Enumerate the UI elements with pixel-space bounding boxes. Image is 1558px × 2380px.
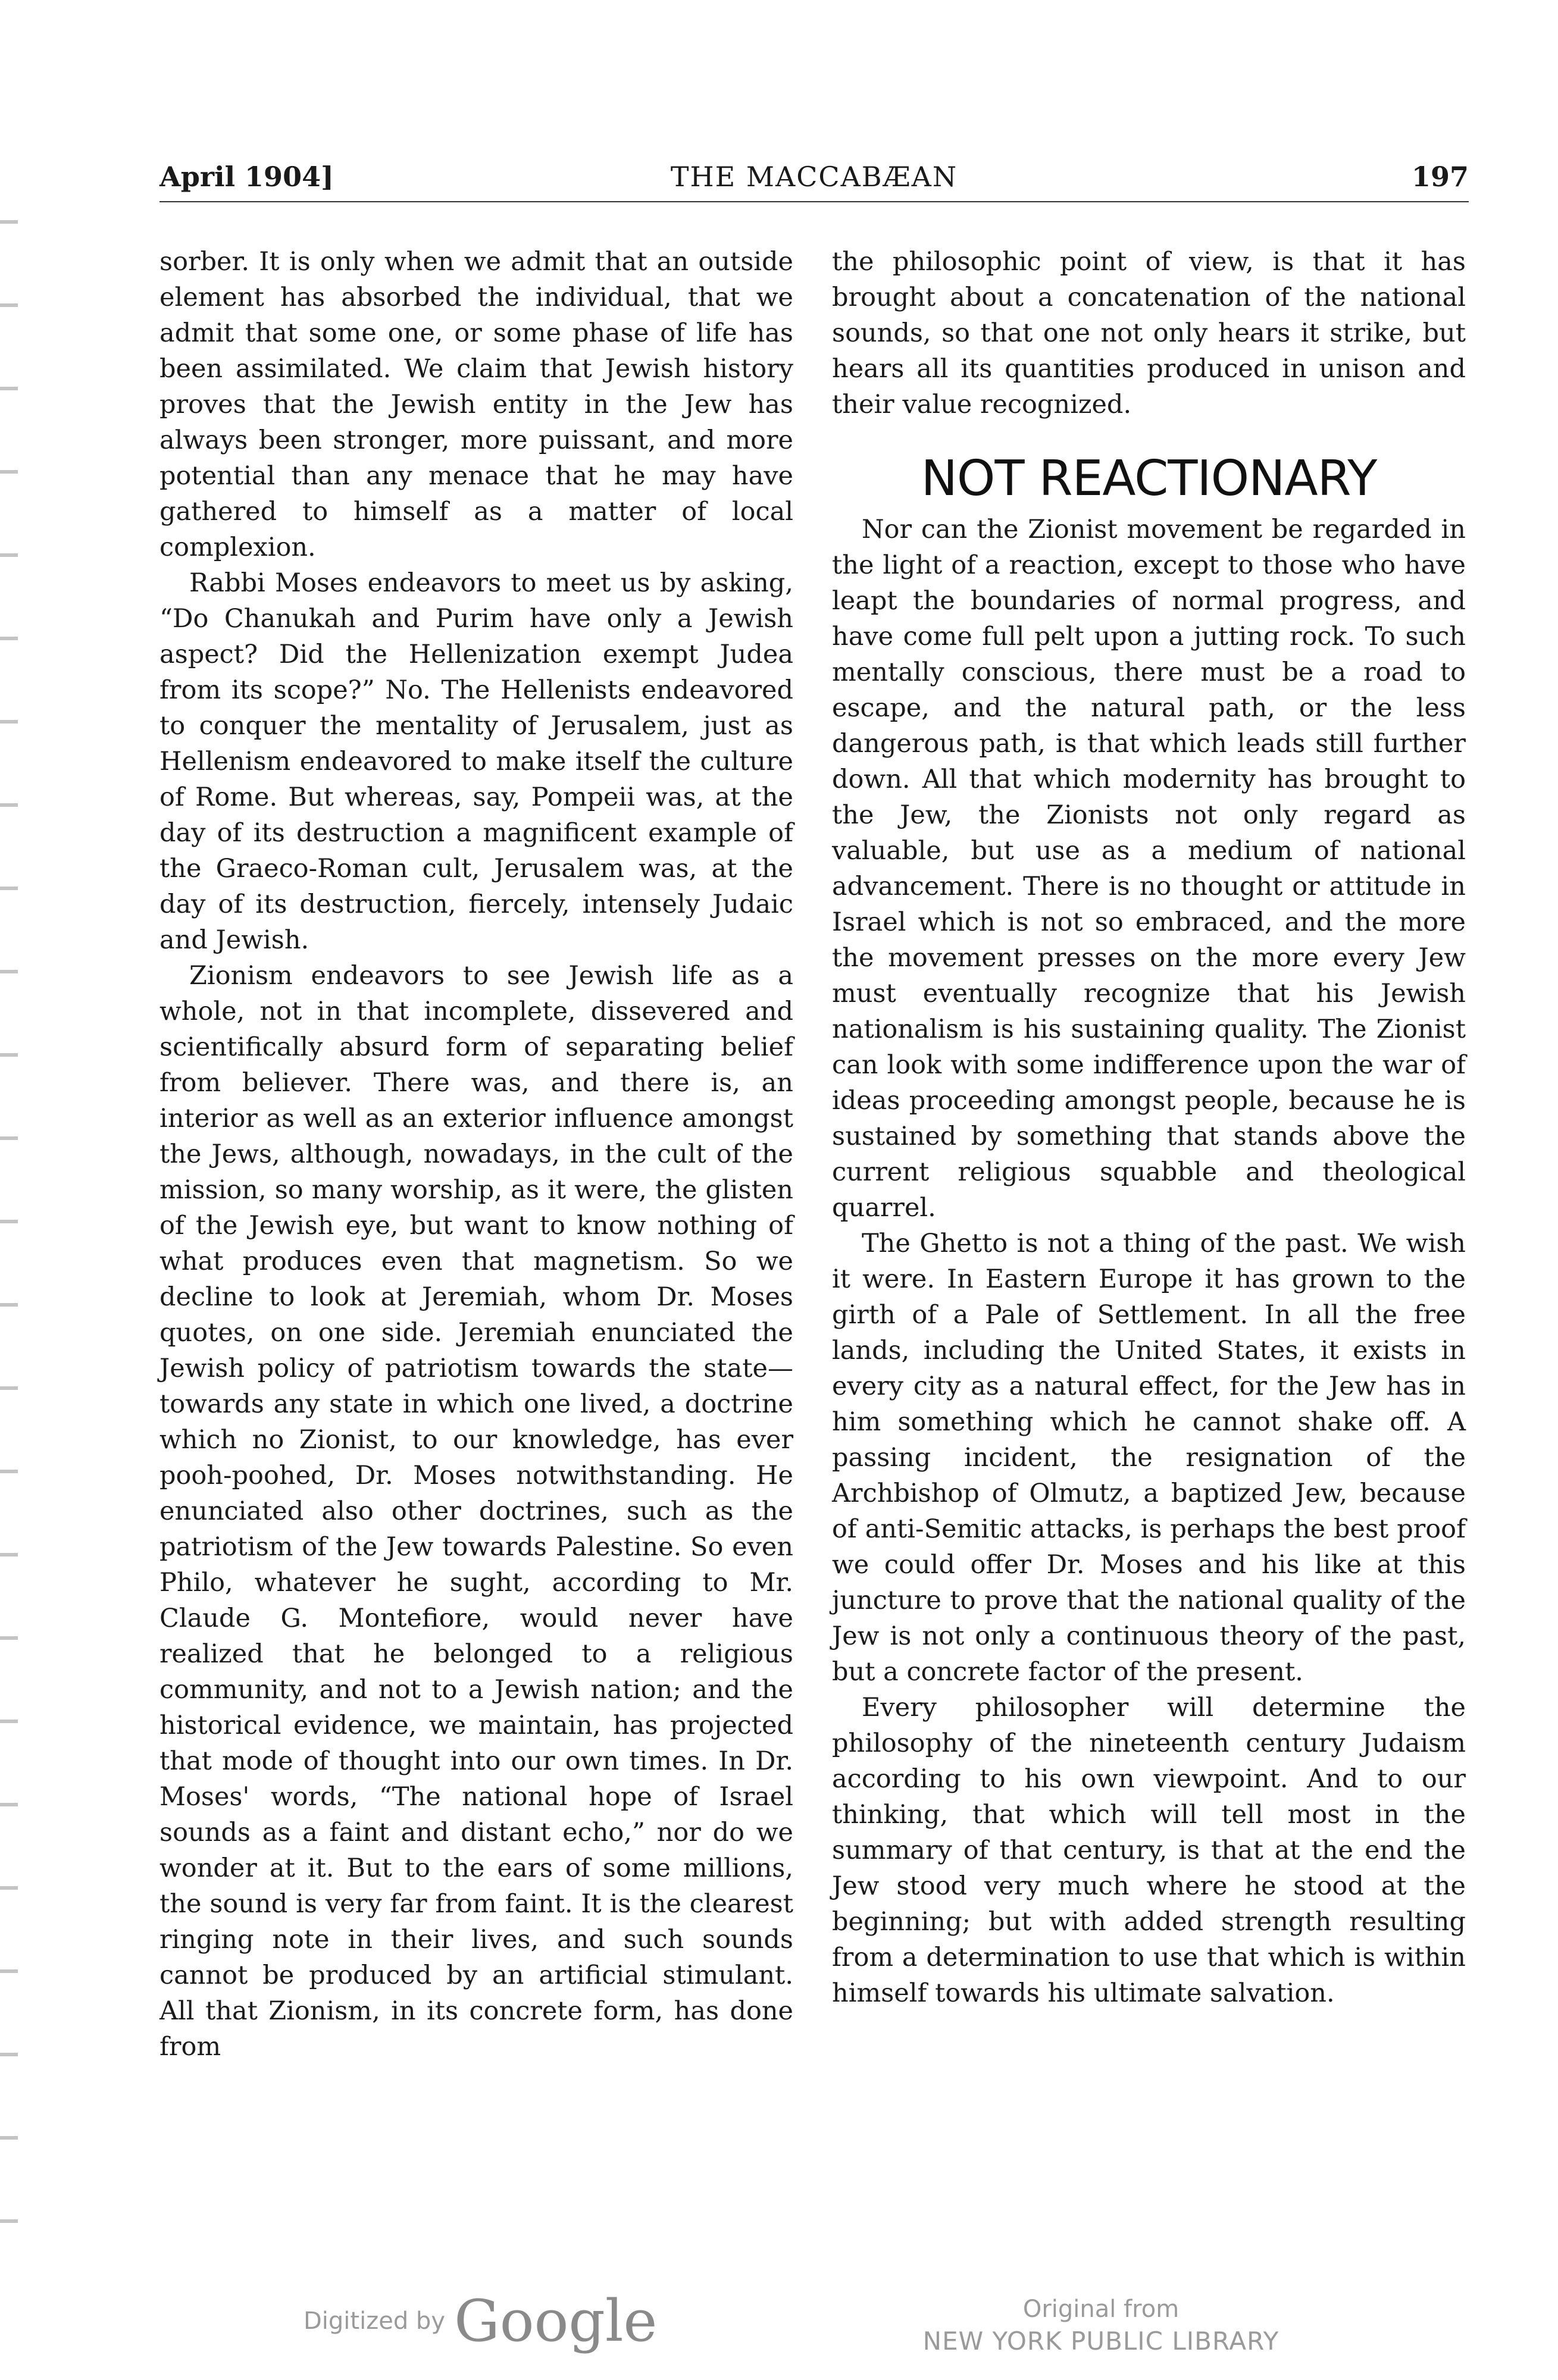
left-paragraph-2: Rabbi Moses endeavors to meet us by asking, “Do Chanukah and Purim have only a Jewish aspect? Did the Hellenization exempt Judea from its scope?” No. The Hellenists endeavored to conquer the mentality of Jerusalem, just as Hellenism endeavored to make itself the culture of Rome. But whereas, say, Pompeii was, at the day of its destruction a magnificent example of the Graeco-Roman cult, Jerusalem was, at the day of its destruction, fiercely, intensely Judaic and Jewish. [159,568,793,955]
original-from-text: Original from [1022,2296,1180,2323]
digitized-by-text: Digitized by [304,2307,445,2335]
page-header [159,161,1469,202]
left-paragraph-3: Zionism endeavors to see Jewish life as a whole, not in that incomplete, dissevered and scientifically absurd form of separating belief from believer. There was, and there is, an interior as well as an exterior influence amongst the Jews, although, nowadays, in the cult of the mission, so many worship, as it were, the glisten of the Jewish eye, but want to know nothing of what produces even that magnetism. So we decline to look at Jeremiah, whom Dr. Moses quotes, on one side. Jeremiah enunciated the Jewish policy of patriotism towards the state—towards any state in which one lived, a doctrine which no Zionist, to our knowledge, has ever pooh-poohed, Dr. Moses notwithstanding. He enunciated also other doctrines, such as the patriotism of the Jew towards Palestine. So even Philo, whatever he sught, according to Mr. Claude G. Montefiore, would never have realized that he belonged to a religious community, and not to a Jewish nation; and the historical evidence, we maintain, has projected that mode of thought into our own times. In Dr. Moses' words, “The national hope of Israel sounds as a faint and distant echo,” nor do we wonder at it. But to the ears of some millions, the sound is very far from faint. It is the clearest ringing note in their lives, and such sounds cannot be produced by an artificial stimulant. All that Zionism, in its concrete form, has done from [159,961,793,2062]
section-heading: NOT REACTIONARY [921,450,1377,507]
right-opening-paragraph: the philosophic point of view, is that it has brought about a concatenation of the national sounds, so that one not only hears it strike, but hears all its quantities produced in unison and their value recognized. [832,247,1466,419]
header-page-number: 197 [1411,161,1469,193]
right-paragraph-1: Nor can the Zionist movement be regarded in the light of a reaction, except to those who have leapt the boundaries of normal progress, and have come full pelt upon a jutting rock. To such mentally conscious, there must be a road to escape, and the natural path, or the less dangerous path, is that which leads still further down. All that which modernity has brought to the Jew, the Zionists not only regard as valuable, but use as a medium of national advancement. There is no thought or attitude in Israel which is not so embraced, and the more the movement presses on the more every Jew must eventually recognize that his Jewish nationalism is his sustaining quality. The Zionist can look with some indifference upon the war of ideas proceeding amongst people, because he is sustained by something that stands above the current religious squabble and theological quarrel. [832,515,1466,1223]
header-rule [159,201,1469,202]
left-paragraph-1: sorber. It is only when we admit that an outside element has absorbed the individual, that we admit that some one, or some phase of life has been assimilated. We claim that Jewish history proves that the Jewish entity in the Jew has always been stronger, more puissant, and more potential than any menace that he may have gathered to himself as a matter of local complexion. [159,247,793,562]
right-paragraph-3: Every philosopher will determine the philosophy of the nineteenth century Judaism according to his own viewpoint. And to our thinking, that which will tell most in the summary of that century, is that at the end the Jew stood very much where he stood at the beginning; but with added strength resulting from a determination to use that which is within himself towards his ultimate salvation. [832,1693,1466,2008]
header-date: April 1904] [159,161,334,193]
google-logo: Google [454,2288,658,2354]
right-column [832,244,1466,2011]
library-name: NEW YORK PUBLIC LIBRARY [922,2326,1279,2356]
right-paragraph-2: The Ghetto is not a thing of the past. We wish it were. In Eastern Europe it has grown to the girth of a Pale of Settlement. In all the free lands, including the United States, it exists in every city as a natural effect, for the Jew has in him something which he cannot shake off. A passing incident, the resignation of the Archbishop of Olmutz, a baptized Jew, because of anti-Semitic attacks, is perhaps the best proof we could offer Dr. Moses and his like at this juncture to prove that the national quality of the Jew is not only a continuous theory of the past, but a concrete factor of the present. [832,1229,1466,1687]
left-column [159,244,793,2065]
binding-margin-marks [0,167,18,2249]
library-attribution [916,2294,1285,2358]
digitized-by-watermark [304,2288,657,2354]
header-journal-title: THE MACCABÆAN [670,161,958,193]
